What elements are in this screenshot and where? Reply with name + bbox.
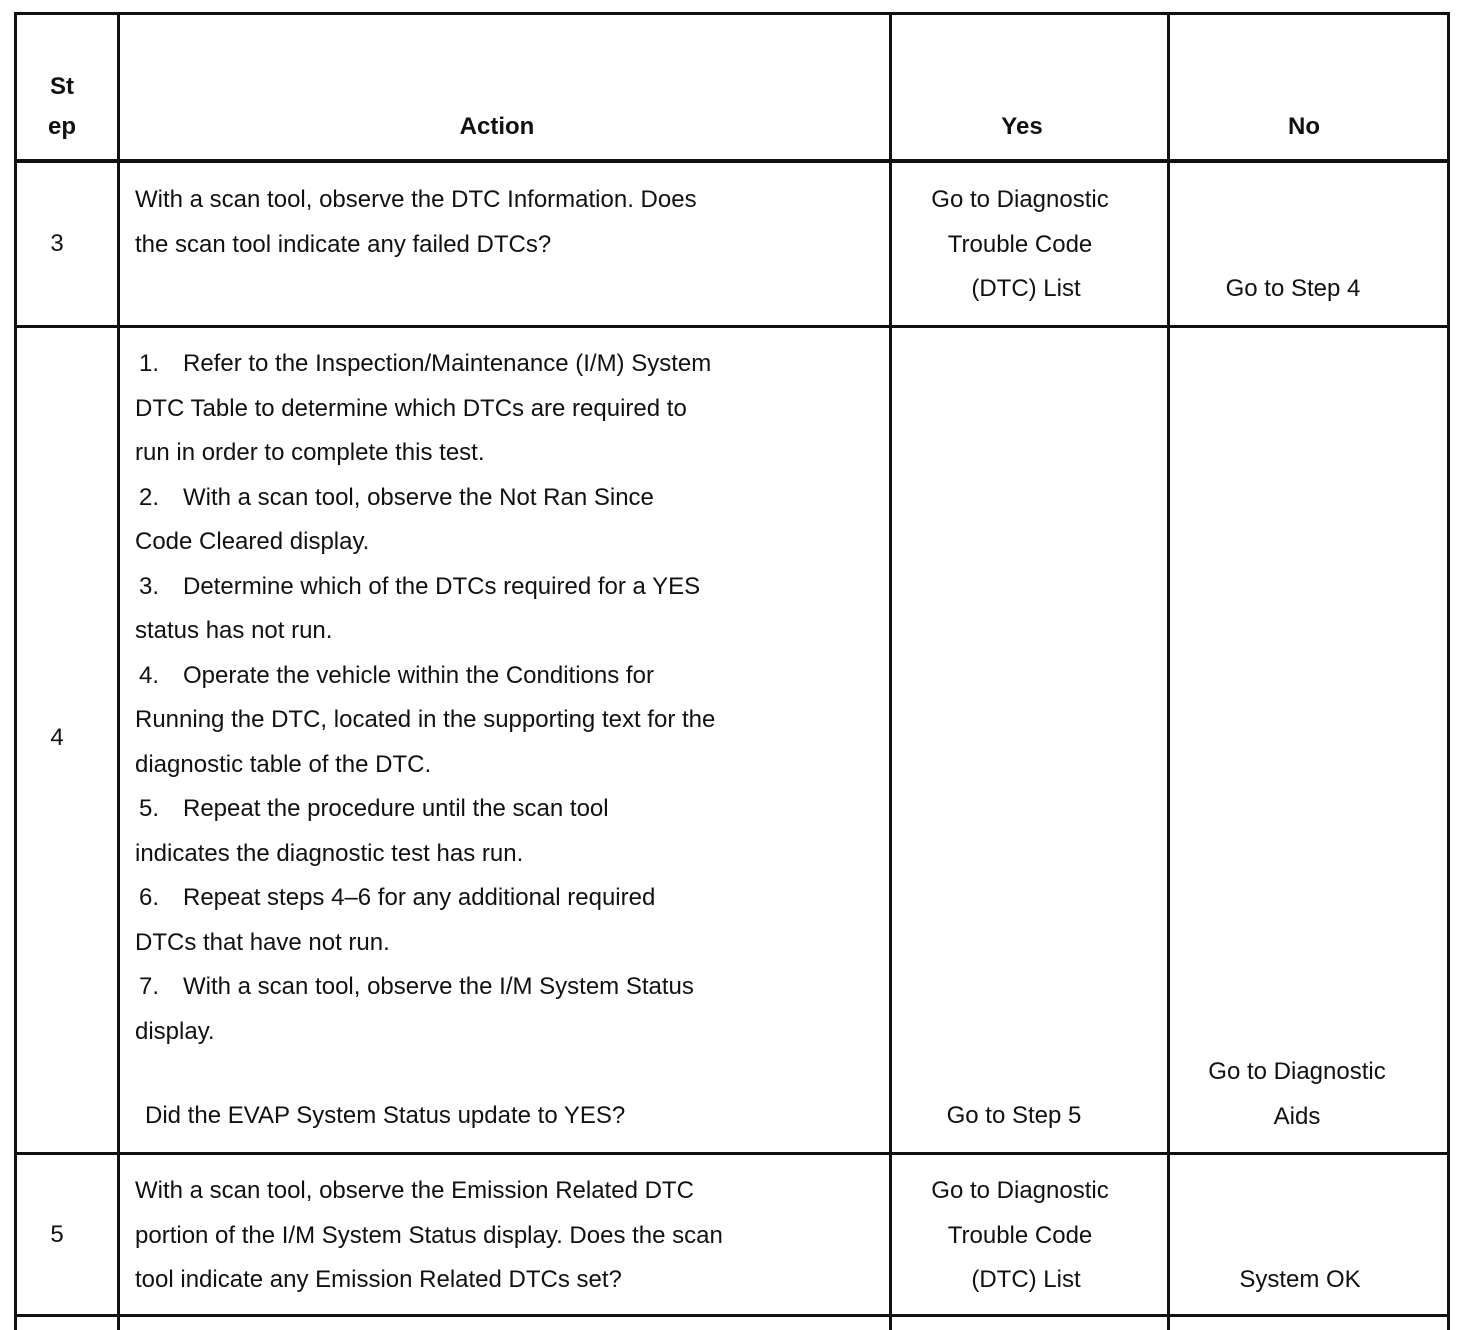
list-item-line: DTC Table to determine which DTCs are required to: [135, 394, 687, 422]
action-line: the scan tool indicate any failed DTCs?: [135, 230, 552, 258]
list-number: 4.: [139, 661, 160, 689]
list-item-line: 2. With a scan tool, observe the Not Ran Since: [135, 476, 715, 521]
list-item-line: 1. Refer to the Inspection/Maintenance (I/M) System: [135, 342, 715, 387]
question-text: Did the EVAP System Status update to YES?: [145, 1102, 626, 1129]
no-text: Go to Step 4: [1225, 275, 1361, 302]
list-item-line: 6. Repeat steps 4–6 for any additional required: [135, 876, 715, 921]
list-item-line: status has not run.: [135, 617, 333, 644]
list-item-line: DTCs that have not run.: [135, 928, 390, 956]
no-line: Aids: [1273, 1102, 1321, 1130]
action-line: tool indicate any Emission Related DTCs set?: [135, 1266, 622, 1293]
list-item-line: 4. Operate the vehicle within the Conditions for: [135, 654, 715, 699]
list-item-line: display.: [135, 1017, 215, 1045]
step-number: 5: [50, 1221, 64, 1248]
yes-line: Go to Diagnostic: [931, 1177, 1109, 1204]
row-divider: [17, 1152, 1447, 1155]
action-text: [135, 178, 697, 267]
no-line: Go to Diagnostic: [1208, 1058, 1386, 1085]
action-list: [135, 342, 715, 1054]
yes-line: Trouble Code: [947, 230, 1093, 258]
yes-text: Go to Step 5: [946, 1102, 1082, 1129]
action-line: portion of the I/M System Status display. Does the scan: [135, 1221, 723, 1249]
header-step: [37, 67, 87, 147]
list-item-line: diagnostic table of the DTC.: [135, 750, 432, 778]
step-number: 4: [50, 724, 64, 751]
column-divider: [117, 15, 120, 1330]
action-line: With a scan tool, observe the Emission Related DTC: [135, 1177, 694, 1204]
no-text: [1187, 1050, 1407, 1139]
row-divider: [17, 325, 1447, 328]
header-yes: Yes: [1001, 113, 1043, 140]
yes-line: Go to Diagnostic: [931, 186, 1109, 213]
list-number: 7.: [139, 973, 160, 1000]
list-item-line: run in order to complete this test.: [135, 439, 485, 466]
header-step-line: St: [50, 73, 74, 100]
list-number: 5.: [139, 795, 160, 822]
row-divider: [17, 1314, 1447, 1317]
list-number: 1.: [139, 350, 160, 377]
list-item-line: 7. With a scan tool, observe the I/M System Status: [135, 965, 715, 1010]
yes-line: (DTC) List: [971, 1266, 1081, 1293]
list-item-line: Code Cleared display.: [135, 528, 370, 555]
yes-text: [910, 1169, 1130, 1303]
step-number: 3: [50, 230, 64, 257]
header-no: No: [1288, 113, 1320, 140]
list-number: 2.: [139, 483, 160, 511]
yes-text: [910, 178, 1130, 312]
list-item-line: 3. Determine which of the DTCs required for a YES: [135, 565, 715, 610]
column-divider: [1167, 15, 1170, 1330]
action-text: [135, 1169, 723, 1303]
list-item-line: 5. Repeat the procedure until the scan tool: [135, 787, 715, 832]
column-divider: [889, 15, 892, 1330]
header-step-line: ep: [47, 113, 76, 140]
action-line: With a scan tool, observe the DTC Information. Does: [135, 186, 697, 213]
yes-line: Trouble Code: [947, 1221, 1093, 1249]
list-number: 6.: [139, 884, 160, 911]
diagnostic-table: [14, 12, 1450, 1330]
no-text: System OK: [1239, 1266, 1361, 1293]
header-action: Action: [459, 113, 535, 140]
list-item-line: Running the DTC, located in the supporting text for the: [135, 706, 716, 733]
header-divider: [17, 159, 1447, 163]
yes-line: (DTC) List: [971, 275, 1081, 302]
list-number: 3.: [139, 572, 160, 600]
list-item-line: indicates the diagnostic test has run.: [135, 839, 524, 867]
